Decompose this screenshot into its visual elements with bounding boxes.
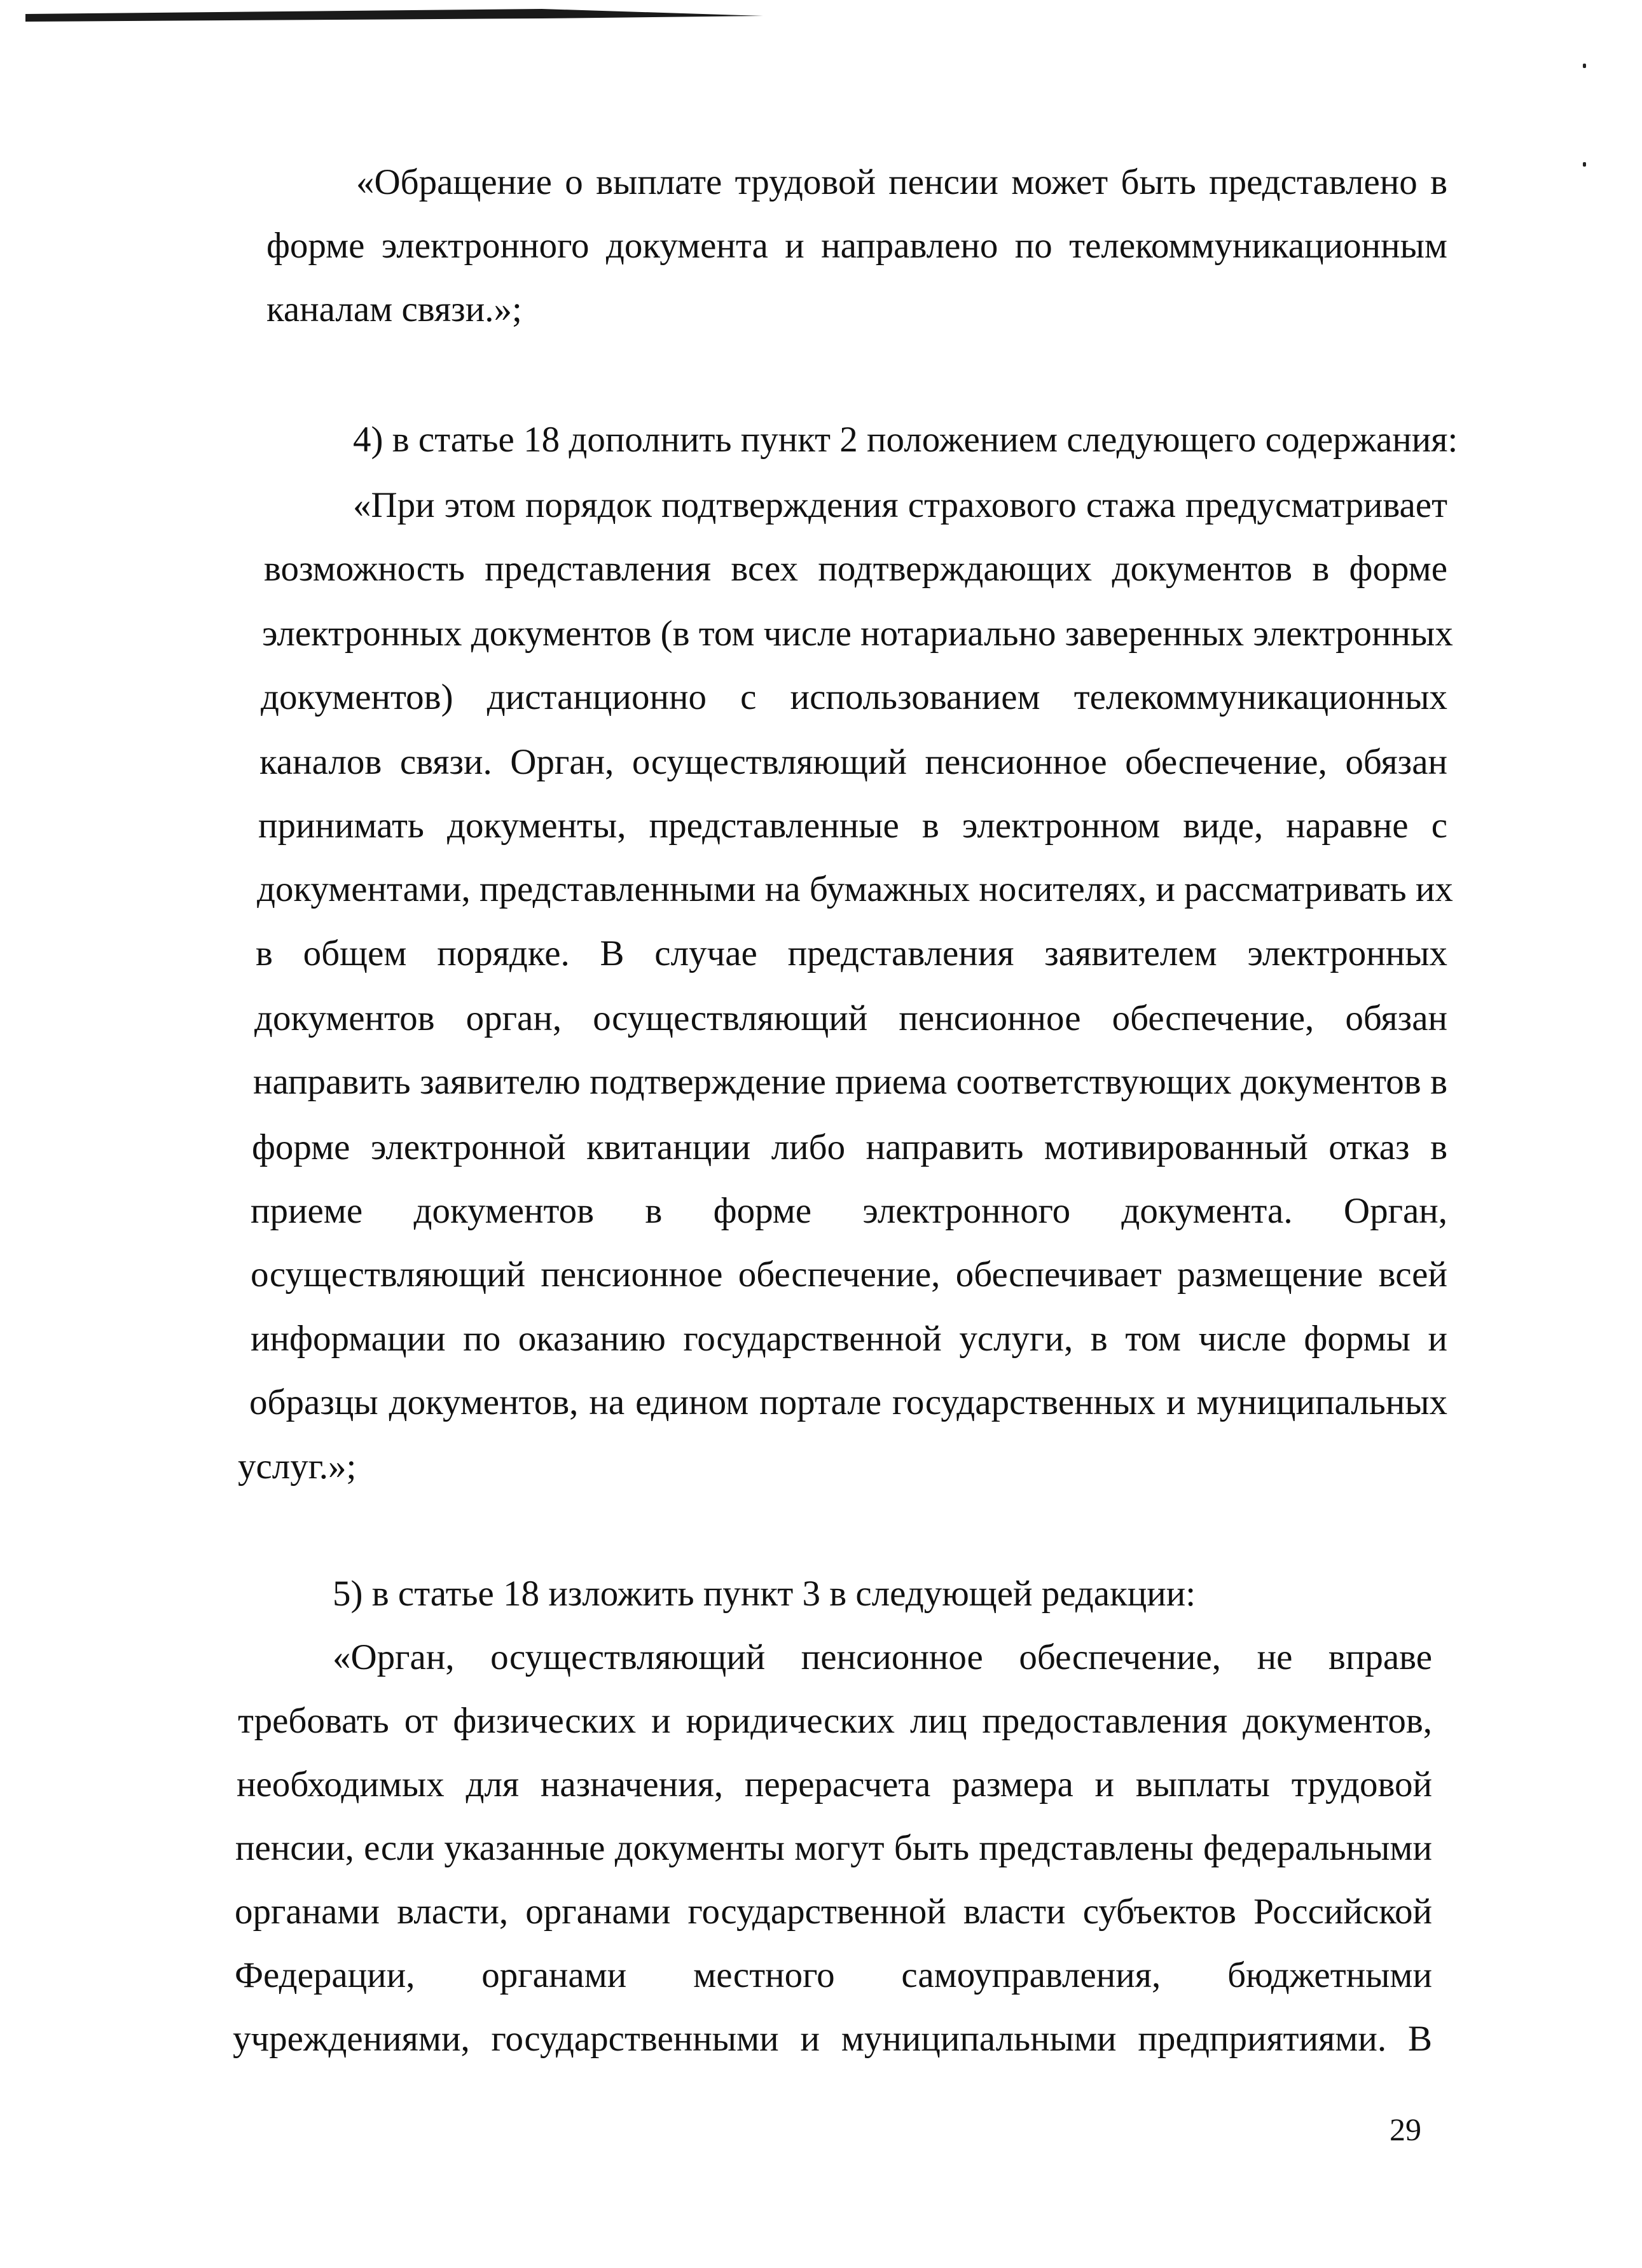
text-line: «При этом порядок подтверждения страхового стажа предусматривает xyxy=(353,485,1447,525)
scan-artifact-bar xyxy=(25,9,763,22)
text-line: форме электронной квитанции либо направить мотивированный отказ в xyxy=(252,1127,1447,1167)
text-line: Федерации, органами местного самоуправления, бюджетными xyxy=(235,1955,1432,1995)
text-line: 5) в статье 18 изложить пункт 3 в следующей редакции: xyxy=(333,1574,1196,1614)
text-line: «Орган, осуществляющий пенсионное обеспечение, не вправе xyxy=(333,1637,1432,1677)
text-line: электронных документов (в том числе нотариально заверенных электронных xyxy=(262,614,1453,654)
text-line: приеме документов в форме электронного документа. Орган, xyxy=(251,1191,1447,1231)
text-line: «Обращение о выплате трудовой пенсии может быть представлено в xyxy=(356,162,1447,202)
text-line: в общем порядке. В случае представления заявителем электронных xyxy=(256,933,1447,973)
text-line: информации по оказанию государственной услуги, в том числе формы и xyxy=(251,1319,1447,1359)
text-line: направить заявителю подтверждение приема соответствующих документов в xyxy=(253,1062,1447,1102)
text-line: документами, представленными на бумажных носителях, и рассматривать их xyxy=(257,869,1453,909)
text-line: документов орган, осуществляющий пенсионное обеспечение, обязан xyxy=(254,998,1447,1038)
text-line: возможность представления всех подтверждающих документов в форме xyxy=(264,549,1447,589)
text-line: каналов связи. Орган, осуществляющий пенсионное обеспечение, обязан xyxy=(259,742,1447,782)
text-line: 4) в статье 18 дополнить пункт 2 положением следующего содержания: xyxy=(353,420,1458,460)
text-line: необходимых для назначения, перерасчета размера и выплаты трудовой xyxy=(237,1764,1432,1804)
text-line: требовать от физических и юридических лиц предоставления документов, xyxy=(238,1701,1432,1741)
scan-speck xyxy=(1583,64,1586,68)
text-line: форме электронного документа и направлено по телекоммуникационным xyxy=(266,226,1447,266)
text-line: учреждениями, государственными и муниципальными предприятиями. В xyxy=(233,2019,1432,2059)
text-line: осуществляющий пенсионное обеспечение, обеспечивает размещение всей xyxy=(251,1254,1447,1295)
text-line: образцы документов, на едином портале государственных и муниципальных xyxy=(249,1382,1447,1422)
text-line: услуг.»; xyxy=(238,1447,357,1487)
text-line: каналам связи.»; xyxy=(266,289,522,329)
page-number: 29 xyxy=(1390,2112,1421,2147)
text-line: документов) дистанционно с использованием телекоммуникационных xyxy=(261,677,1447,717)
scan-speck xyxy=(1583,162,1586,167)
text-line: пенсии, если указанные документы могут быть представлены федеральными xyxy=(235,1828,1432,1868)
text-line: органами власти, органами государственной власти субъектов Российской xyxy=(235,1892,1432,1932)
text-line: принимать документы, представленные в электронном виде, наравне с xyxy=(258,806,1447,846)
